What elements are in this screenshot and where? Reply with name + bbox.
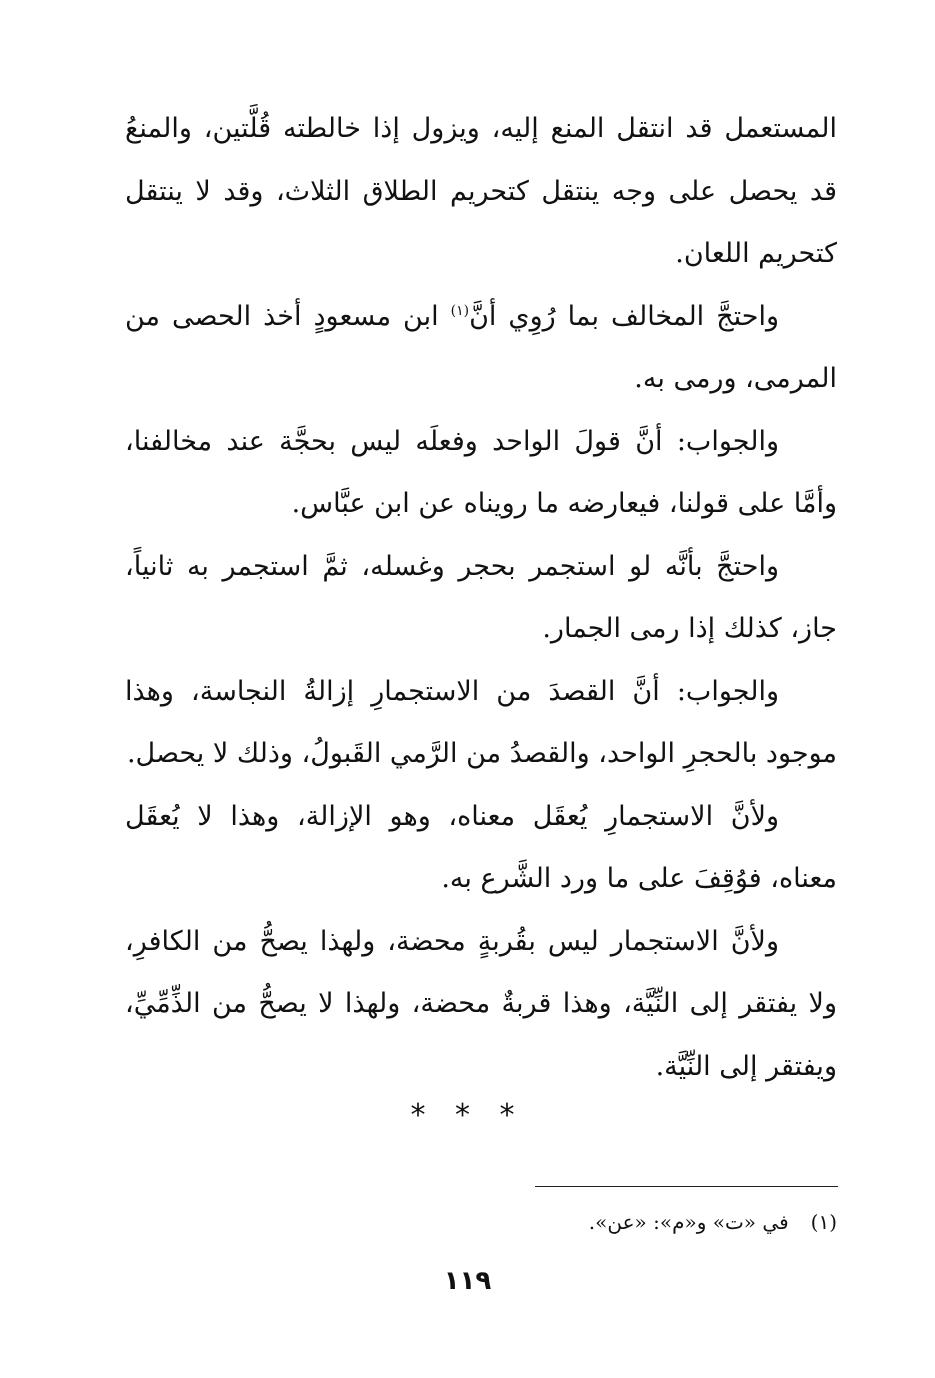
footnote-number: (١) xyxy=(810,1210,837,1234)
paragraph-3: والجواب: أنَّ قولَ الواحد وفعلَه ليس بحجَّة عند مخالفنا، وأمَّا على قولنا، فيعارضه ما رويناه عن ابن عبَّاس. xyxy=(125,425,837,519)
paragraph-7: ولأنَّ الاستجمار ليس بقُربةٍ محضة، ولهذا يصحُّ من الكافرِ، ولا يفتقر إلى النِّيَّة، وهذا قربةٌ محضة، ولهذا لا يصحُّ من الذِّمِّيِّ، ويفتقر إلى النِّيَّة. xyxy=(125,925,837,1082)
paragraph-2 xyxy=(125,286,837,411)
paragraph-6: ولأنَّ الاستجمارِ يُعقَل معناه، وهو الإزالة، وهذا لا يُعقَل معناه، فوُقِفَ على ما ورد الشَّرع به. xyxy=(125,800,837,894)
section-separator: * * * xyxy=(410,1098,525,1133)
paragraph-2-end: ابن مسعودٍ أخذ الحصى من المرمى، ورمى به. xyxy=(125,300,837,394)
footnote-divider xyxy=(535,1186,838,1187)
paragraph-1: المستعمل قد انتقل المنع إليه، ويزول إذا خالطته قُلَّتين، والمنعُ قد يحصل على وجه ينتقل كتحريم الطلاق الثلاث، وقد لا ينتقل كتحريم اللعان. xyxy=(125,113,837,269)
footnote-reference: (١) xyxy=(450,302,470,319)
footnote xyxy=(400,1207,837,1237)
paragraph-2-start: واحتجَّ المخالف بما رُوِي أنَّ xyxy=(469,300,779,332)
paragraph-4: واحتجَّ بأنَّه لو استجمر بحجر وغسله، ثمَّ استجمر به ثانياً، جاز، كذلك إذا رمى الجمار. xyxy=(125,550,837,644)
footnote-text: في «ت» و«م»: «عن». xyxy=(588,1210,789,1234)
main-text xyxy=(125,98,837,1098)
page-number: ١١٩ xyxy=(443,1266,492,1296)
paragraph-5: والجواب: أنَّ القصدَ من الاستجمارِ إزالةُ النجاسة، وهذا موجود بالحجرِ الواحد، والقصدُ من الرَّمي القَبولُ، وذلك لا يحصل. xyxy=(125,675,837,769)
